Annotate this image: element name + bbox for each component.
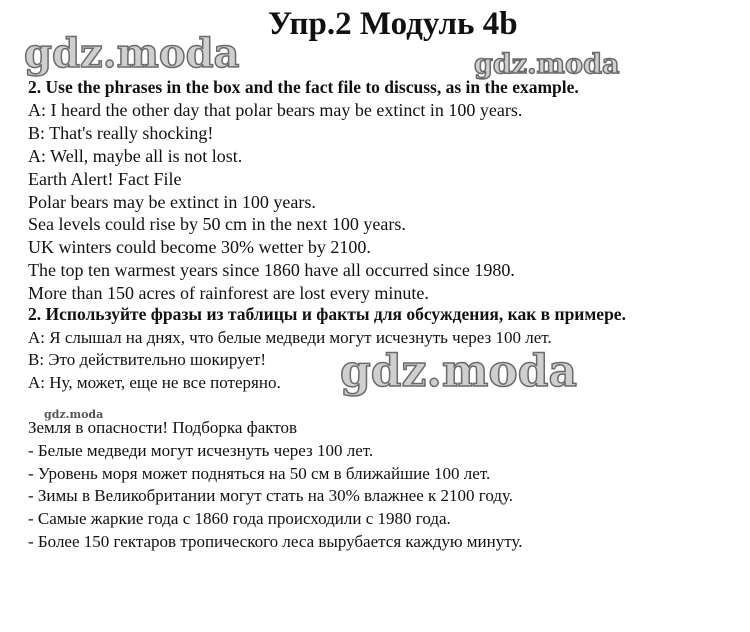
fact-en: UK winters could become 30% wetter by 2100. (28, 237, 371, 257)
dialogue-line-en: B: That's really shocking! (28, 123, 214, 143)
fact-ru: - Самые жаркие года с 1860 года происходили с 1980 года. (28, 509, 451, 528)
dialogue-line-en: A: Well, maybe all is not lost. (28, 146, 243, 166)
fact-file-title-en: Earth Alert! Fact File (28, 169, 182, 189)
dialogue-line-ru: В: Это действительно шокирует! (28, 350, 267, 369)
task-heading-en: 2. Use the phrases in the box and the fact file to discuss, as in the example. (28, 77, 579, 97)
watermark-logo: gdz.moda (340, 346, 578, 397)
dialogue-line-ru: А: Ну, может, еще не все потеряно. (28, 373, 281, 392)
fact-en: The top ten warmest years since 1860 have all occurred since 1980. (28, 260, 515, 280)
watermark-logo: gdz.moda (474, 49, 620, 80)
fact-en: More than 150 acres of rainforest are lost every minute. (28, 283, 429, 303)
watermark-logo: gdz.moda (24, 30, 240, 77)
watermark-small: gdz.moda (44, 408, 104, 421)
fact-ru: - Зимы в Великобритании могут стать на 30% влажнее к 2100 году. (28, 486, 514, 505)
fact-ru: - Белые медведи могут исчезнуть через 100 лет. (28, 441, 374, 460)
dialogue-line-ru: А: Я слышал на днях, что белые медведи могут исчезнуть через 100 лет. (28, 328, 552, 347)
fact-en: Sea levels could rise by 50 cm in the next 100 years. (28, 214, 406, 234)
page-title: Упр.2 Модуль 4b (268, 6, 518, 42)
fact-en: Polar bears may be extinct in 100 years. (28, 192, 316, 212)
fact-ru: - Уровень моря может подняться на 50 см в ближайшие 100 лет. (28, 464, 491, 483)
fact-ru: - Более 150 гектаров тропического леса вырубается каждую минуту. (28, 532, 523, 551)
dialogue-line-en: A: I heard the other day that polar bears may be extinct in 100 years. (28, 100, 523, 120)
task-heading-ru: 2. Используйте фразы из таблицы и факты для обсуждения, как в примере. (28, 304, 626, 324)
fact-file-title-ru: Земля в опасности! Подборка фактов (28, 418, 298, 437)
